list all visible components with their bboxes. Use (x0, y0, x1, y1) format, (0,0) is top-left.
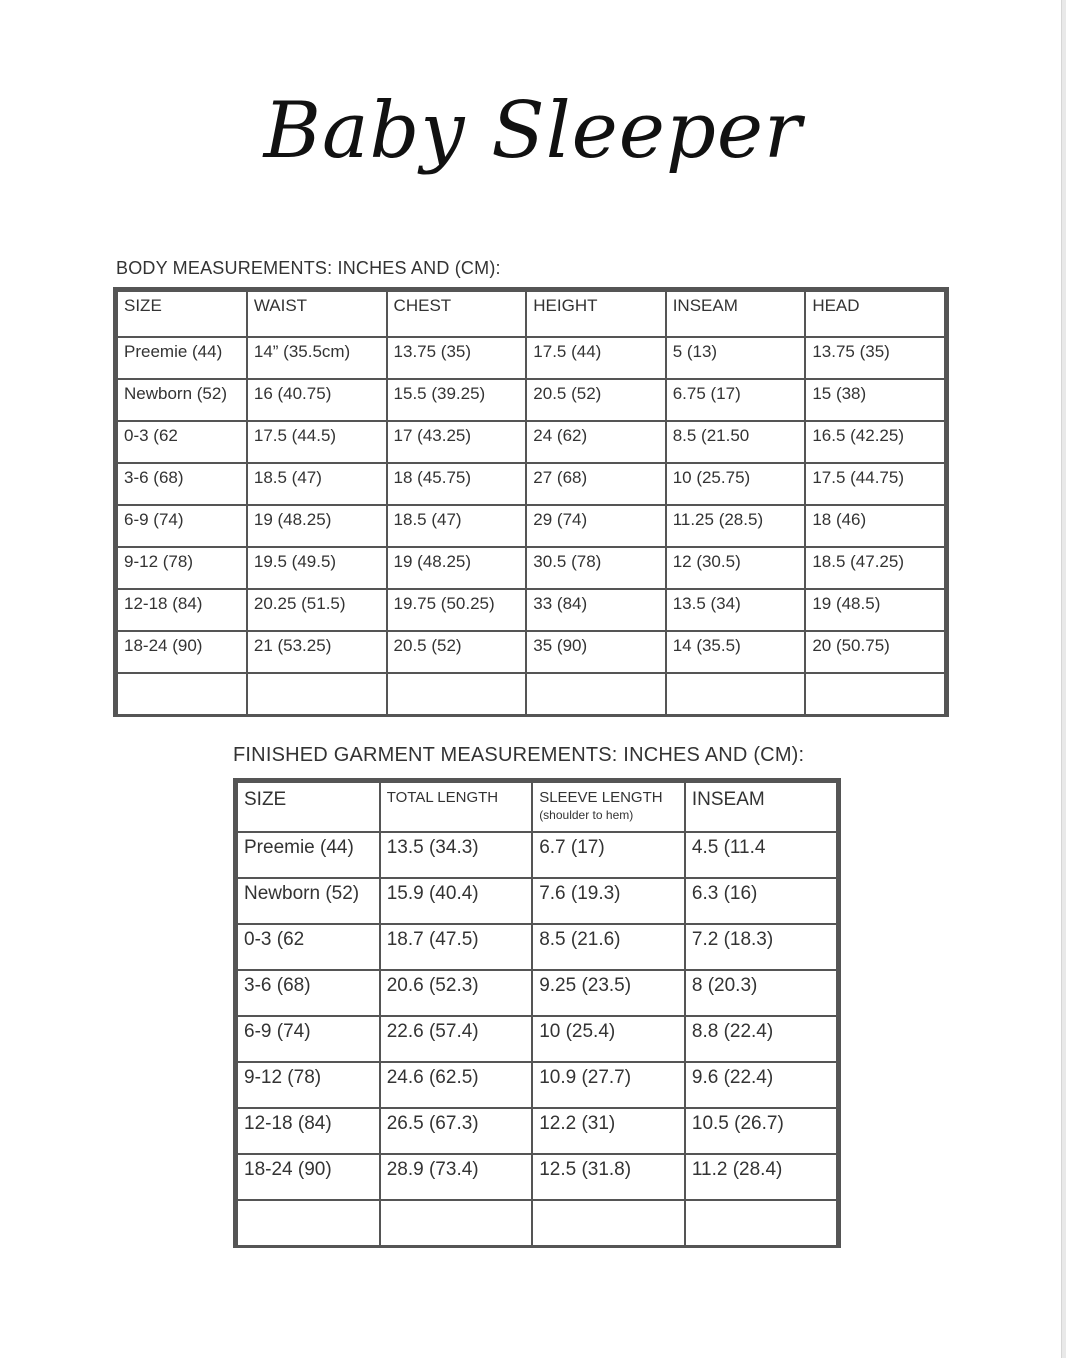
table-cell: 8.8 (22.4) (685, 1016, 837, 1062)
table-cell: 7.2 (18.3) (685, 924, 837, 970)
table-cell: Preemie (44) (237, 832, 380, 878)
table-cell: 3-6 (68) (237, 970, 380, 1016)
table-cell: 6.75 (17) (666, 379, 806, 421)
table-cell: 15.5 (39.25) (387, 379, 527, 421)
table-cell: Preemie (44) (117, 337, 247, 379)
table-cell: 9-12 (78) (117, 547, 247, 589)
table-cell: 9.25 (23.5) (532, 970, 685, 1016)
table-cell: 12.2 (31) (532, 1108, 685, 1154)
table-cell: 8 (20.3) (685, 970, 837, 1016)
table-cell: 3-6 (68) (117, 463, 247, 505)
table-cell: 18.7 (47.5) (380, 924, 532, 970)
table-cell: 17.5 (44.75) (805, 463, 945, 505)
table-cell: 6-9 (74) (117, 505, 247, 547)
table-cell: 13.75 (35) (805, 337, 945, 379)
header-cell: CHEST (387, 291, 527, 337)
table-row (237, 1062, 837, 1108)
table-row (117, 589, 945, 631)
table-row (237, 1108, 837, 1154)
table-tail-cell (666, 673, 806, 714)
table-cell: 9.6 (22.4) (685, 1062, 837, 1108)
header-cell: INSEAM (666, 291, 806, 337)
table-cell: 7.6 (19.3) (532, 878, 685, 924)
table-cell: 30.5 (78) (526, 547, 665, 589)
table-tail-cell (247, 673, 387, 714)
table-cell: 10.9 (27.7) (532, 1062, 685, 1108)
table-cell: 6-9 (74) (237, 1016, 380, 1062)
table-cell: 18 (45.75) (387, 463, 527, 505)
table-tail-cell (380, 1200, 532, 1245)
table-tail-cell (685, 1200, 837, 1245)
table-cell: 16.5 (42.25) (805, 421, 945, 463)
table-cell: 0-3 (62 (117, 421, 247, 463)
table-tail-cell (805, 673, 945, 714)
table-cell: 35 (90) (526, 631, 665, 673)
table-row (237, 878, 837, 924)
table-cell: 17.5 (44.5) (247, 421, 387, 463)
table-cell: 24.6 (62.5) (380, 1062, 532, 1108)
table-cell: 26.5 (67.3) (380, 1108, 532, 1154)
table-tail-cell (532, 1200, 685, 1245)
table-cell: 19 (48.25) (247, 505, 387, 547)
table-cell: 0-3 (62 (237, 924, 380, 970)
table-cell: 15.9 (40.4) (380, 878, 532, 924)
table-tail-cell (117, 673, 247, 714)
table-header-row (117, 291, 945, 337)
table-cell: 18.5 (47.25) (805, 547, 945, 589)
header-cell (380, 782, 532, 832)
table-cell: 27 (68) (526, 463, 665, 505)
table-cell: 8.5 (21.6) (532, 924, 685, 970)
table-tail-cell (237, 1200, 380, 1245)
table-cell: 13.5 (34.3) (380, 832, 532, 878)
table-cell: 13.5 (34) (666, 589, 806, 631)
header-sublabel: (shoulder to hem) (539, 808, 634, 822)
table-cell: 6.3 (16) (685, 878, 837, 924)
table-cell: 29 (74) (526, 505, 665, 547)
header-cell: HEAD (805, 291, 945, 337)
table-cell: 10 (25.4) (532, 1016, 685, 1062)
table-row (237, 1154, 837, 1200)
table-cell: 12 (30.5) (666, 547, 806, 589)
table-row (117, 421, 945, 463)
table-cell: 12-18 (84) (117, 589, 247, 631)
table-cell: 18.5 (47) (387, 505, 527, 547)
header-cell: INSEAM (685, 782, 837, 832)
table-cell: 28.9 (73.4) (380, 1154, 532, 1200)
table-cell: 22.6 (57.4) (380, 1016, 532, 1062)
table-cell: 19.75 (50.25) (387, 589, 527, 631)
table-cell: 24 (62) (526, 421, 665, 463)
table-cell: Newborn (52) (237, 878, 380, 924)
table-tail-row (237, 1200, 837, 1245)
table-tail-cell (387, 673, 527, 714)
table-cell: 20.6 (52.3) (380, 970, 532, 1016)
table-cell: 12.5 (31.8) (532, 1154, 685, 1200)
table-row (117, 505, 945, 547)
header-cell: WAIST (247, 291, 387, 337)
page-title: Baby Sleeper (263, 86, 803, 176)
table-cell: 18 (46) (805, 505, 945, 547)
table-cell: 13.75 (35) (387, 337, 527, 379)
table-cell: 20 (50.75) (805, 631, 945, 673)
table-cell: 8.5 (21.50 (666, 421, 806, 463)
header-cell: SIZE (117, 291, 247, 337)
table-row (117, 631, 945, 673)
table-cell: 33 (84) (526, 589, 665, 631)
table-cell: 5 (13) (666, 337, 806, 379)
table-cell: 9-12 (78) (237, 1062, 380, 1108)
table-cell: 12-18 (84) (237, 1108, 380, 1154)
header-label: TOTAL LENGTH (386, 789, 499, 806)
body-measurements-table (116, 290, 946, 714)
table-cell: 20.5 (52) (526, 379, 665, 421)
table-cell: 18-24 (90) (237, 1154, 380, 1200)
table-cell: Newborn (52) (117, 379, 247, 421)
table-cell: 19 (48.25) (387, 547, 527, 589)
table-cell: 10.5 (26.7) (685, 1108, 837, 1154)
table-row (117, 379, 945, 421)
table-row (117, 547, 945, 589)
table-row (237, 1016, 837, 1062)
body-measurements-heading: BODY MEASUREMENTS: INCHES AND (CM): (116, 258, 501, 278)
table-row (117, 463, 945, 505)
table-cell: 11.2 (28.4) (685, 1154, 837, 1200)
header-cell (532, 782, 685, 832)
table-cell: 6.7 (17) (532, 832, 685, 878)
table-cell: 15 (38) (805, 379, 945, 421)
table-cell: 10 (25.75) (666, 463, 806, 505)
table-cell: 19 (48.5) (805, 589, 945, 631)
table-row (237, 924, 837, 970)
table-row (117, 337, 945, 379)
table-cell: 17.5 (44) (526, 337, 665, 379)
page-edge (1062, 0, 1066, 1358)
table-cell: 14 (35.5) (666, 631, 806, 673)
header-cell: HEIGHT (526, 291, 665, 337)
table-cell: 20.25 (51.5) (247, 589, 387, 631)
table-cell: 4.5 (11.4 (685, 832, 837, 878)
table-cell: 18-24 (90) (117, 631, 247, 673)
header-label: SLEEVE LENGTH (539, 789, 663, 806)
table-cell: 16 (40.75) (247, 379, 387, 421)
table-header-row (237, 782, 837, 832)
table-tail-cell (526, 673, 665, 714)
table-cell: 11.25 (28.5) (666, 505, 806, 547)
table-cell: 18.5 (47) (247, 463, 387, 505)
table-cell: 19.5 (49.5) (247, 547, 387, 589)
table-cell: 21 (53.25) (247, 631, 387, 673)
garment-measurements-heading: FINISHED GARMENT MEASUREMENTS: INCHES AND (CM): (233, 744, 805, 766)
table-cell: 17 (43.25) (387, 421, 527, 463)
table-tail-row (117, 673, 945, 714)
table-row (237, 970, 837, 1016)
garment-measurements-table (236, 781, 838, 1245)
table-row (237, 832, 837, 878)
table-cell: 14” (35.5cm) (247, 337, 387, 379)
table-cell: 20.5 (52) (387, 631, 527, 673)
header-cell: SIZE (237, 782, 380, 832)
